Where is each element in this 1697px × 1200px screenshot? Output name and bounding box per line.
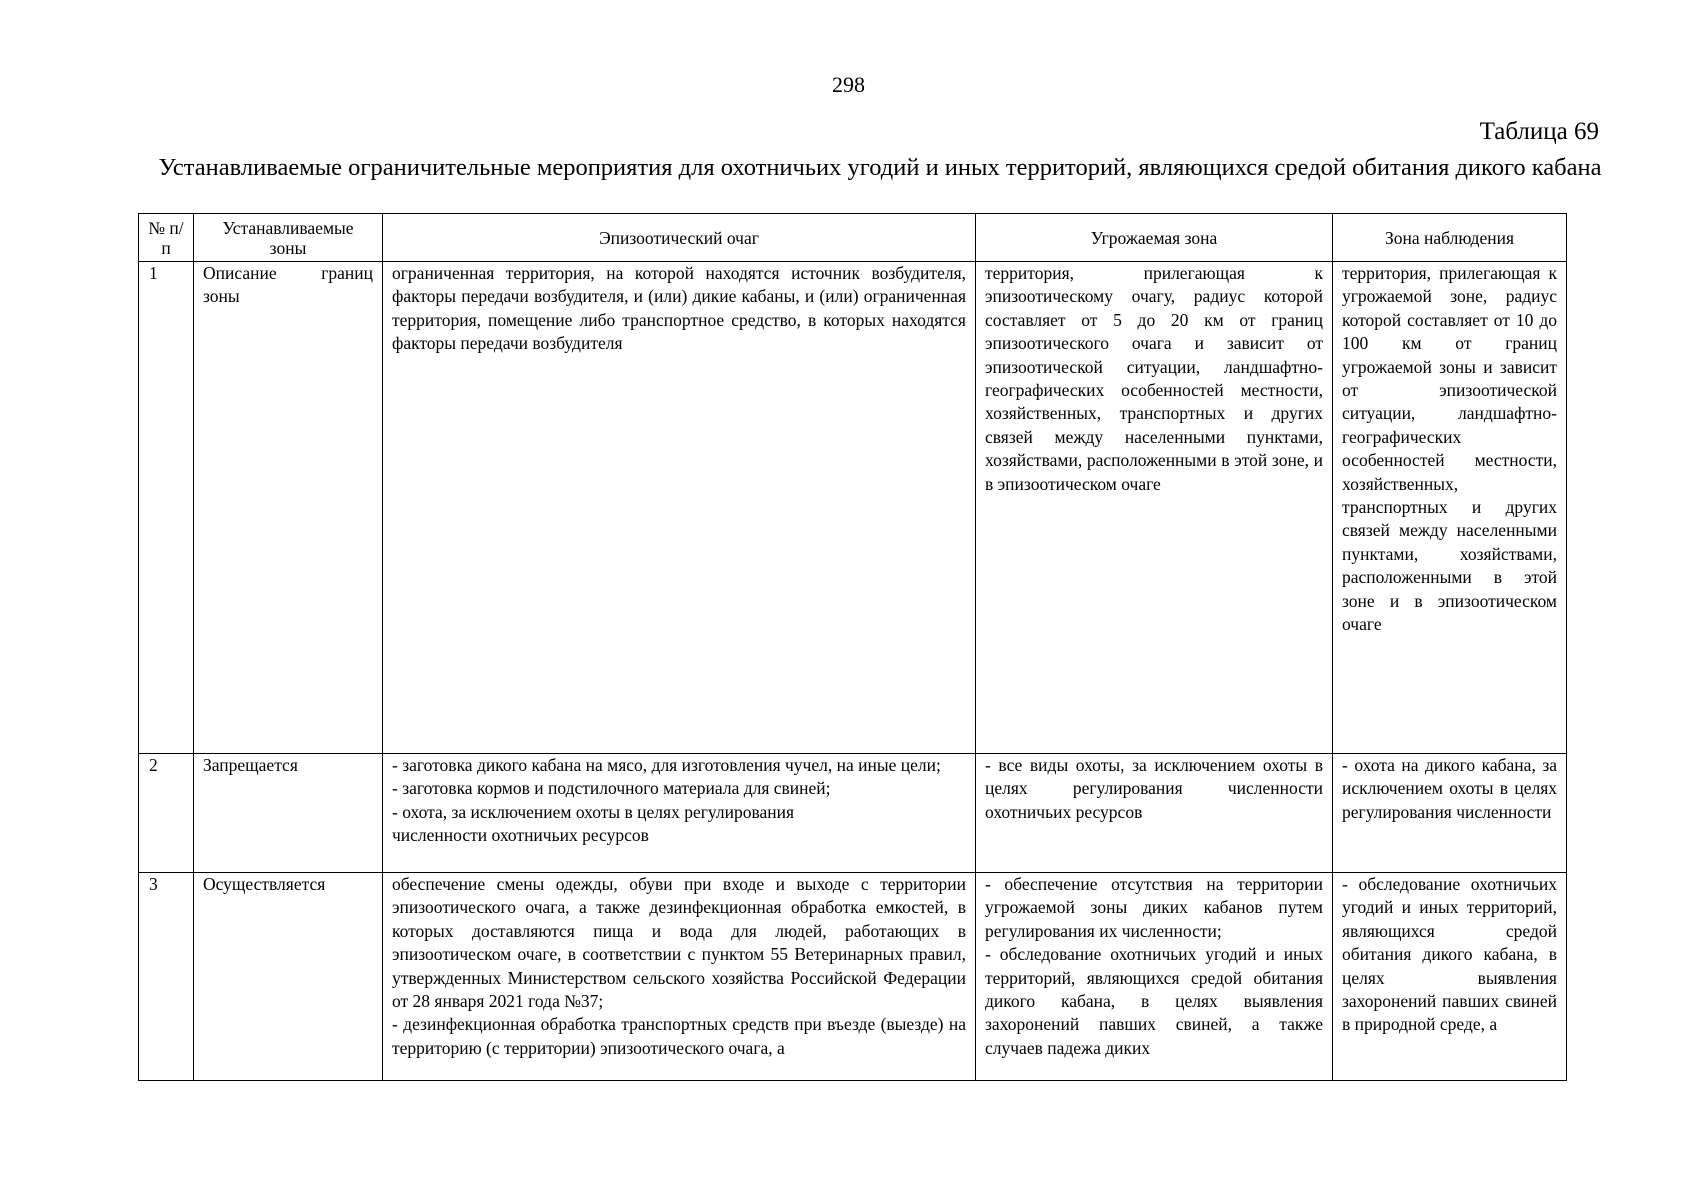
- row-threat: - обеспечение отсутствия на территории угрожаемой зоны диких кабанов путем регулирования их численности; - обследование охотничьих угодий и иных территорий, являющихся средой обитания дикого кабана, в целях выявления захоронений павших свиней, а также случаев падежа диких: [976, 873, 1333, 1081]
- row-focus: - заготовка дикого кабана на мясо, для изготовления чучел, на иные цели; - заготовка кормов и подстилочного материала для свиней; - охота, за исключением охоты в целях регулирования численности охотничьих ресурсов: [383, 754, 976, 873]
- table-title: Устанавливаемые ограничительные мероприятия для охотничьих угодий и иных территорий, являющихся средой обитания дикого кабана: [158, 154, 1602, 181]
- page-number: 298: [832, 72, 865, 97]
- row-num: 3: [139, 873, 194, 1081]
- table-row: [139, 754, 1567, 873]
- row-zone: Запрещается: [194, 754, 383, 873]
- row-zone: Осуществляется: [194, 873, 383, 1081]
- row-watch: - обследование охотничьих угодий и иных территорий, являющихся средой обитания дикого кабана, в целях выявления захоронений павших свиней в природной среде, а: [1333, 873, 1567, 1081]
- table-row: [139, 873, 1567, 1081]
- header-num: № п/п: [139, 214, 194, 262]
- header-threat: Угрожаемая зона: [976, 214, 1333, 262]
- header-watch: Зона наблюдения: [1333, 214, 1567, 262]
- table-row: [139, 262, 1567, 754]
- row-focus: ограниченная территория, на которой находятся источник возбудителя, факторы передачи возбудителя, и (или) дикие кабаны, и (или) ограниченная территория, помещение либо транспортное средство, в которых находятся факторы передачи возбудителя: [383, 262, 976, 754]
- row-zone: Описание границ зоны: [194, 262, 383, 754]
- row-watch: - охота на дикого кабана, за исключением охоты в целях регулирования численности: [1333, 754, 1567, 873]
- row-threat: - все виды охоты, за исключением охоты в целях регулирования численности охотничьих ресурсов: [976, 754, 1333, 873]
- restrictions-table: [138, 213, 1567, 1081]
- row-num: 1: [139, 262, 194, 754]
- table-caption: Таблица 69: [1479, 118, 1599, 145]
- row-focus: обеспечение смены одежды, обуви при входе и выходе с территории эпизоотического очага, а также дезинфекционная обработка емкостей, в которых доставляются пища и вода для людей, работающих в эпизоотическом очаге, в соответствии с пунктом 55 Ветеринарных правил, утвержденных Министерством сельского хозяйства Российской Федерации от 28 января 2021 года №37; - дезинфекционная обработка транспортных средств при въезде (выезде) на территорию (с территории) эпизоотического очага, а: [383, 873, 976, 1081]
- row-num: 2: [139, 754, 194, 873]
- header-zones: Устанавливаемые зоны: [194, 214, 383, 262]
- table-header-row: [139, 214, 1567, 262]
- row-threat: территория, прилегающая к эпизоотическому очагу, радиус которой составляет от 5 до 20 км от границ эпизоотического очага и зависит от эпизоотической ситуации, ландшафтно-географических особенностей местности, хозяйственных, транспортных и других связей между населенными пунктами, хозяйствами, расположенными в этой зоне, и в эпизоотическом очаге: [976, 262, 1333, 754]
- row-watch: территория, прилегающая к угрожаемой зоне, радиус которой составляет от 10 до 100 км от границ угрожаемой зоны и зависит от эпизоотической ситуации, ландшафтно-географических особенностей местности, хозяйственных, транспортных и других связей между населенными пунктами, хозяйствами, расположенными в этой зоне и в эпизоотическом очаге: [1333, 262, 1567, 754]
- header-focus: Эпизоотический очаг: [383, 214, 976, 262]
